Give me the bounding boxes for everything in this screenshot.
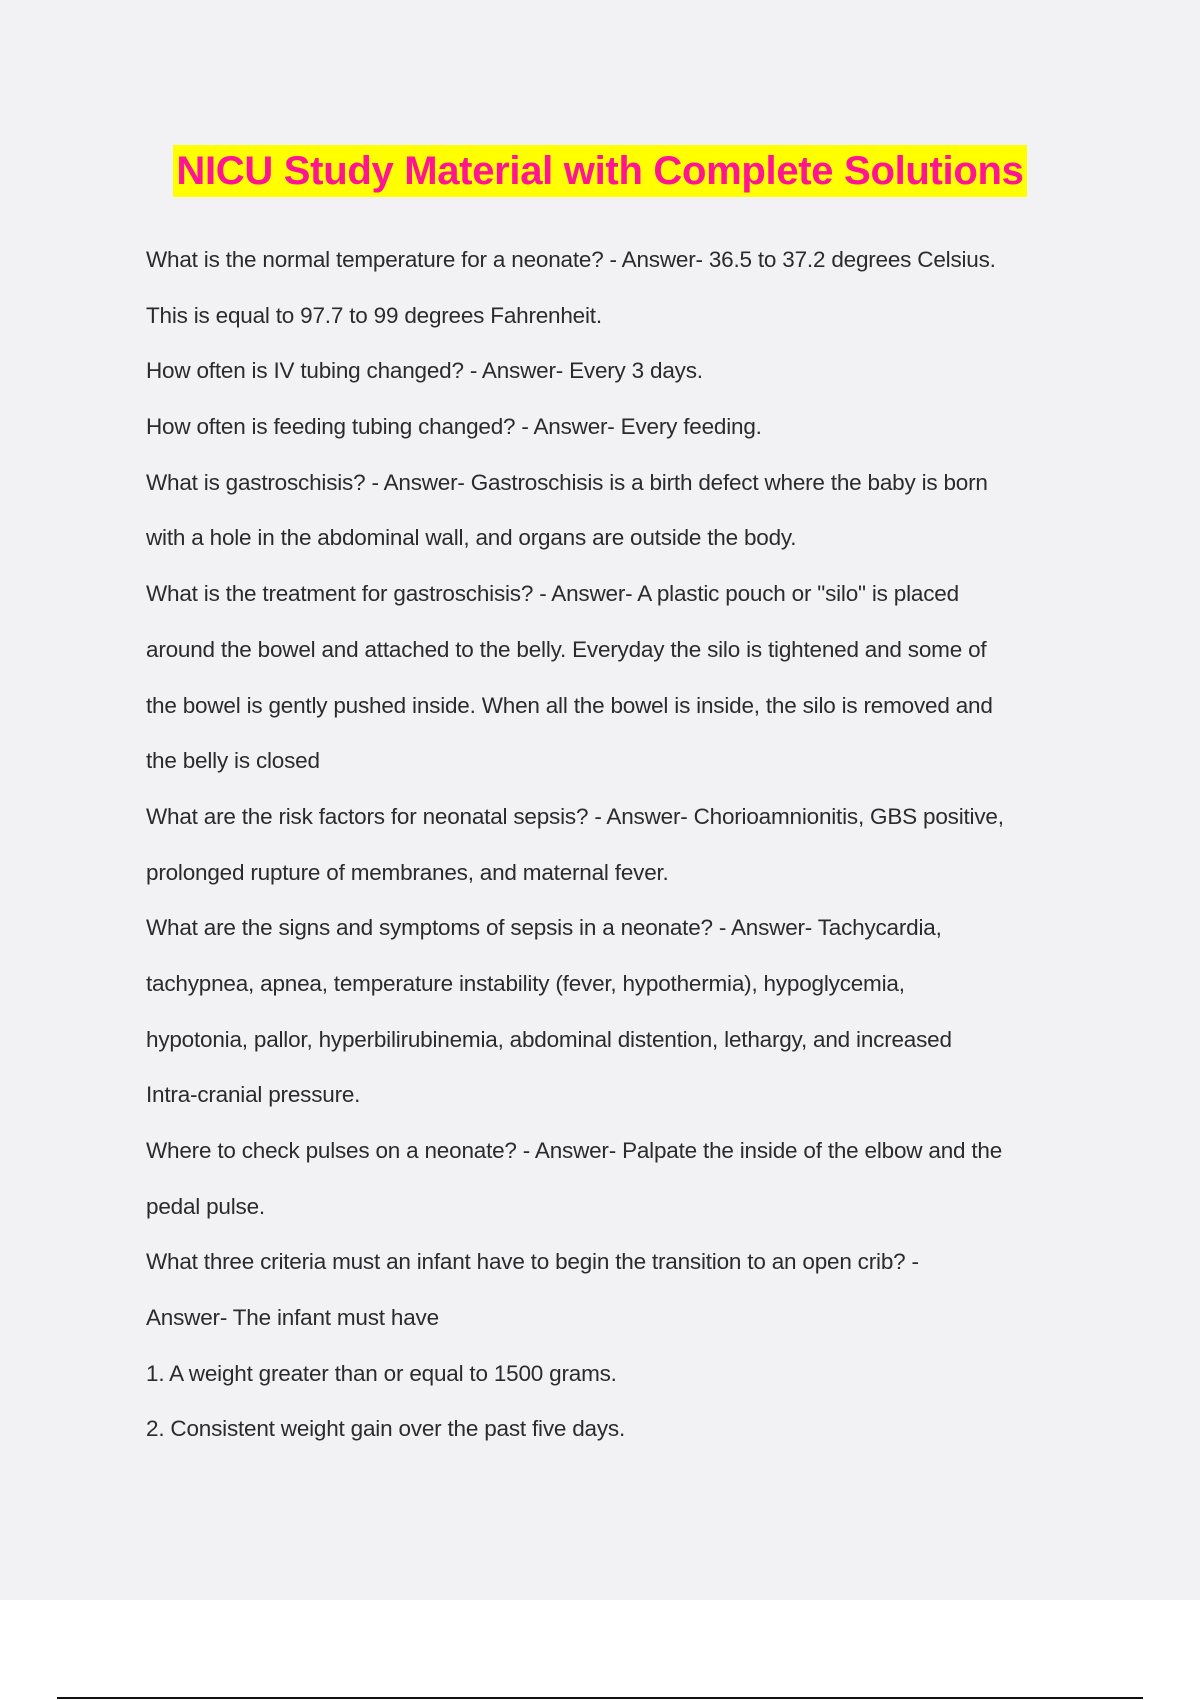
text-line: How often is IV tubing changed? - Answer- Every 3 days. [146,358,703,384]
page-footer-divider [57,1697,1143,1699]
text-line: This is equal to 97.7 to 99 degrees Fahrenheit. [146,302,602,328]
text-line: Answer- The infant must have [146,1305,439,1331]
text-line: Intra-cranial pressure. [146,1082,361,1108]
text-line: with a hole in the abdominal wall, and organs are outside the body. [146,525,797,551]
document-body [146,232,1096,1457]
text-line: What are the risk factors for neonatal sepsis? - Answer- Chorioamnionitis, GBS positive, [146,803,1004,829]
text-line: tachypnea, apnea, temperature instability (fever, hypothermia), hypoglycemia, [146,970,905,996]
text-line: 2. Consistent weight gain over the past five days. [146,1416,626,1442]
text-line: What is gastroschisis? - Answer- Gastroschisis is a birth defect where the baby is born [146,469,988,495]
text-line: What is the normal temperature for a neonate? - Answer- 36.5 to 37.2 degrees Celsius. [146,247,996,272]
text-line: How often is feeding tubing changed? - Answer- Every feeding. [146,414,762,440]
text-line: the bowel is gently pushed inside. When all the bowel is inside, the silo is removed and [146,692,993,718]
text-line: the belly is closed [146,748,320,774]
document-title: NICU Study Material with Complete Solutions [173,145,1026,197]
text-line: prolonged rupture of membranes, and maternal fever. [146,859,669,885]
text-line: Where to check pulses on a neonate? - Answer- Palpate the inside of the elbow and the [146,1138,1003,1163]
text-line: What are the signs and symptoms of sepsis in a neonate? - Answer- Tachycardia, [146,915,942,941]
text-line: What is the treatment for gastroschisis? - Answer- A plastic pouch or "silo" is placed [146,581,959,607]
text-line: What three criteria must an infant have to begin the transition to an open crib? - [146,1249,919,1275]
title-container [0,145,1200,197]
text-line: 1. A weight greater than or equal to 1500 grams. [146,1360,617,1386]
text-line: around the bowel and attached to the belly. Everyday the silo is tightened and some of [146,636,987,662]
text-line: pedal pulse. [146,1193,265,1219]
text-line: hypotonia, pallor, hyperbilirubinemia, abdominal distention, lethargy, and increased [146,1026,952,1052]
